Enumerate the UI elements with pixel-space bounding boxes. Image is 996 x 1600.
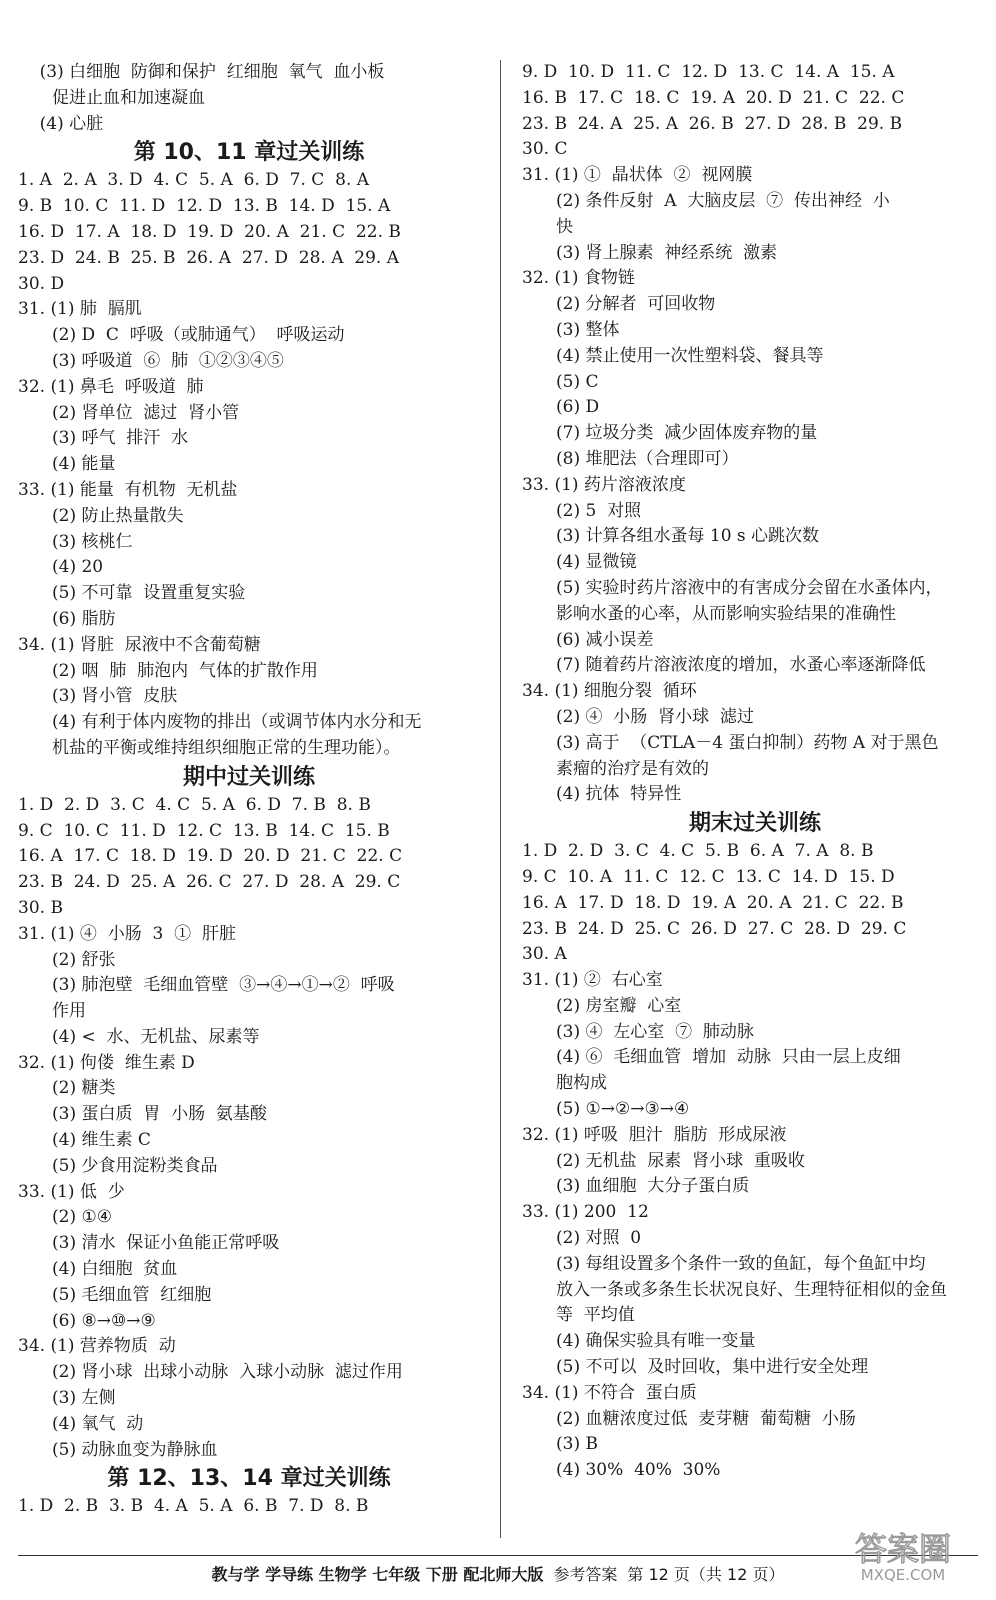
footer-section: 参考答案 xyxy=(553,1565,618,1584)
answer-subline: 作用 xyxy=(52,1001,86,1022)
answer-line: 31. (1) ① 晶状体 ② 视网膜 xyxy=(522,165,753,186)
answer-line: 23. D 24. B 25. B 26. A 27. D 28. A 29. A xyxy=(18,247,399,268)
answer-line: 16. D 17. A 18. D 19. D 20. A 21. C 22. B xyxy=(18,221,401,242)
answer-subline: (3) 高于 （CTLA－4 蛋白抑制）药物 A 对于黑色 xyxy=(556,732,939,753)
answer-subline: (3) 左侧 xyxy=(52,1388,116,1409)
answer-subline: (3) 肾上腺素 神经系统 激素 xyxy=(556,242,778,263)
answer-line: 16. A 17. C 18. D 19. D 20. D 21. C 22. C xyxy=(18,846,403,867)
answer-line: 23. B 24. D 25. A 26. C 27. D 28. A 29. C xyxy=(18,872,401,893)
answer-subline: (2) 5 对照 xyxy=(556,500,642,521)
answer-subline: (2) ①④ xyxy=(52,1207,112,1228)
answer-subline: (3) B xyxy=(556,1434,598,1455)
answer-line: 33. (1) 能量 有机物 无机盐 xyxy=(18,479,238,500)
answer-subline: (3) 呼吸道 ⑥ 肺 ①②③④⑤ xyxy=(52,350,284,371)
answer-subline: (4) 有利于体内废物的排出（或调节体内水分和无 xyxy=(52,712,422,733)
answer-subline: 机盐的平衡或维持组织细胞正常的生理功能）。 xyxy=(52,737,401,758)
answer-subline: (6) 减小误差 xyxy=(556,629,654,650)
answer-line: 33. (1) 药片溶液浓度 xyxy=(522,474,686,495)
answer-subline: (4) 确保实验具有唯一变量 xyxy=(556,1331,756,1352)
answer-subline: (4) 20 xyxy=(52,557,104,578)
answer-line: 31. (1) ④ 小肠 3 ① 肝脏 xyxy=(18,923,236,944)
answer-subline: (4) 氧气 动 xyxy=(52,1413,144,1434)
answer-line: 34. (1) 肾脏 尿液中不含葡萄糖 xyxy=(18,634,261,655)
answer-subline: (2) 肾单位 滤过 肾小管 xyxy=(52,402,240,423)
answer-subline: 胞构成 xyxy=(556,1073,607,1094)
answer-subline: (4) 禁止使用一次性塑料袋、餐具等 xyxy=(556,345,824,366)
answer-subline: (4) 30% 40% 30% xyxy=(556,1460,721,1481)
answer-subline: (4) < 水、无机盐、尿素等 xyxy=(52,1026,260,1047)
answer-subline: (5) 毛细血管 红细胞 xyxy=(52,1284,212,1305)
answer-subline: (2) 无机盐 尿素 肾小球 重吸收 xyxy=(556,1150,805,1171)
section-heading: 第 10、11 章过关训练 xyxy=(133,140,365,166)
answer-line: 1. A 2. A 3. D 4. C 5. A 6. D 7. C 8. A xyxy=(18,170,370,191)
column-divider xyxy=(500,60,501,1538)
answer-subline: (2) ④ 小肠 肾小球 滤过 xyxy=(556,706,754,727)
answer-subline: (4) 显微镜 xyxy=(556,552,637,573)
answer-subline: (4) 维生素 C xyxy=(52,1130,151,1151)
answer-line: 32. (1) 食物链 xyxy=(522,268,635,289)
answer-subline: (2) 防止热量散失 xyxy=(52,505,184,526)
answer-line: 31. (1) 肺 膈肌 xyxy=(18,299,142,320)
answer-line: 32. (1) 鼻毛 呼吸道 肺 xyxy=(18,376,204,397)
answer-subline: (2) 糖类 xyxy=(52,1078,116,1099)
answer-subline: 促进止血和加速凝血 xyxy=(52,87,205,108)
answer-subline: (3) 蛋白质 胃 小肠 氨基酸 xyxy=(52,1104,267,1125)
answer-subline: (5) 动脉血变为静脉血 xyxy=(52,1439,218,1460)
answer-line: 16. A 17. D 18. D 19. A 20. A 21. C 22. B xyxy=(522,892,904,913)
watermark-logo xyxy=(828,1524,978,1586)
left-column xyxy=(18,60,480,1520)
answer-subline: (4) 白细胞 贫血 xyxy=(52,1259,178,1280)
answer-subline: (2) 对照 0 xyxy=(556,1228,642,1249)
answer-line: 30. A xyxy=(522,944,567,965)
watermark-text: 答案圈 xyxy=(854,1530,952,1568)
answer-subline: (3) 整体 xyxy=(556,319,620,340)
answer-line: 9. C 10. C 11. D 12. C 13. B 14. C 15. B xyxy=(18,820,390,841)
section-heading: 期末过关训练 xyxy=(688,811,821,837)
answer-line: (4) 心脏 xyxy=(18,113,104,134)
answer-subline: (4) ⑥ 毛细血管 增加 动脉 只由一层上皮细 xyxy=(556,1047,901,1068)
answer-line: 1. D 2. B 3. B 4. A 5. A 6. B 7. D 8. B xyxy=(18,1496,369,1517)
answer-subline: (3) 呼气 排汗 水 xyxy=(52,428,189,449)
right-column xyxy=(522,60,988,1484)
answer-line: 30. D xyxy=(18,273,65,294)
answer-subline: (6) D xyxy=(556,397,600,418)
answer-line: 33. (1) 200 12 xyxy=(522,1202,649,1223)
answer-line: 9. B 10. C 11. D 12. D 13. B 14. D 15. A xyxy=(18,196,391,217)
answer-line: 1. D 2. D 3. C 4. C 5. B 6. A 7. A 8. B xyxy=(522,841,874,862)
answer-line: 33. (1) 低 少 xyxy=(18,1181,125,1202)
answer-subline: (7) 垃圾分类 减少固体废弃物的量 xyxy=(556,423,818,444)
answer-line: 34. (1) 营养物质 动 xyxy=(18,1336,176,1357)
answer-subline: (3) 清水 保证小鱼能正常呼吸 xyxy=(52,1233,280,1254)
answer-subline: (2) 肾小球 出球小动脉 入球小动脉 滤过作用 xyxy=(52,1362,403,1383)
answer-line: (3) 白细胞 防御和保护 红细胞 氧气 血小板 xyxy=(18,62,385,82)
answer-line: 23. B 24. A 25. A 26. B 27. D 28. B 29. B xyxy=(522,113,903,134)
answer-subline: (5) C xyxy=(556,371,599,392)
answer-subline: (5) 实验时药片溶液中的有害成分会留在水蚤体内， xyxy=(556,577,943,598)
answer-subline: (3) 肾小管 皮肤 xyxy=(52,686,178,707)
answer-subline: (2) 咽 肺 肺泡内 气体的扩散作用 xyxy=(52,660,318,681)
answer-subline: (8) 堆肥法（合理即可） xyxy=(556,448,739,469)
answer-subline: (4) 能量 xyxy=(52,454,116,475)
answer-subline: (3) 血细胞 大分子蛋白质 xyxy=(556,1176,750,1197)
answer-subline: 快 xyxy=(556,216,573,237)
answer-subline: (4) 抗体 特异性 xyxy=(556,784,682,805)
answer-subline: 影响水蚤的心率，从而影响实验结果的准确性 xyxy=(556,603,896,624)
answer-subline: (2) 条件反射 A 大脑皮层 ⑦ 传出神经 小 xyxy=(556,190,890,211)
answer-subline: (5) 不可靠 设置重复实验 xyxy=(52,583,246,604)
answer-subline: (5) ①→②→③→④ xyxy=(556,1099,690,1120)
answer-subline: (2) D C 呼吸（或肺通气） 呼吸运动 xyxy=(52,325,345,346)
answer-subline: (3) 核桃仁 xyxy=(52,531,133,552)
answer-subline: (3) ④ 左心室 ⑦ 肺动脉 xyxy=(556,1021,754,1042)
answer-subline: (6) 脂肪 xyxy=(52,608,116,629)
answer-line: 31. (1) ② 右心室 xyxy=(522,970,663,991)
answer-line: 32. (1) 佝偻 维生素 D xyxy=(18,1052,195,1073)
answer-subline: (3) 肺泡壁 毛细血管壁 ③→④→①→② 呼吸 xyxy=(52,975,395,996)
answer-line: 23. B 24. D 25. C 26. D 27. C 28. D 29. C xyxy=(522,918,907,939)
answer-line: 34. (1) 不符合 蛋白质 xyxy=(522,1382,697,1403)
answer-line: 9. C 10. A 11. C 12. C 13. C 14. D 15. D xyxy=(522,866,895,887)
answer-subline: (5) 少食用淀粉类食品 xyxy=(52,1155,218,1176)
watermark-url: MXQE.COM xyxy=(860,1566,946,1584)
footer-page-number: 第 12 页（共 12 页） xyxy=(627,1565,785,1584)
answer-subline: 放入一条或多条生长状况良好、生理特征相似的金鱼 xyxy=(556,1279,947,1300)
answer-subline: (5) 不可以 及时回收，集中进行安全处理 xyxy=(556,1357,869,1378)
answer-subline: (3) 每组设置多个条件一致的鱼缸，每个鱼缸中均 xyxy=(556,1253,926,1274)
answer-subline: (3) 计算各组水蚤每 10 s 心跳次数 xyxy=(556,526,820,547)
answer-subline: (6) ⑧→⑩→⑨ xyxy=(52,1310,156,1331)
answer-subline: 等 平均值 xyxy=(556,1305,635,1326)
answer-line: 9. D 10. D 11. C 12. D 13. C 14. A 15. A xyxy=(522,62,895,82)
answer-subline: 素瘤的治疗是有效的 xyxy=(556,758,709,779)
answer-subline: (2) 分解者 可回收物 xyxy=(556,294,716,315)
answer-subline: (2) 房室瓣 心室 xyxy=(556,995,682,1016)
answer-subline: (2) 舒张 xyxy=(52,949,116,970)
answer-line: 34. (1) 细胞分裂 循环 xyxy=(522,681,697,702)
answer-line: 30. B xyxy=(18,897,63,918)
answer-line: 30. C xyxy=(522,139,568,160)
footer-book-title: 教与学 学导练 生物学 七年级 下册 配北师大版 xyxy=(211,1565,544,1584)
answer-line: 16. B 17. C 18. C 19. A 20. D 21. C 22. C xyxy=(522,87,905,108)
answer-line: 32. (1) 呼吸 胆汁 脂肪 形成尿液 xyxy=(522,1124,787,1145)
section-heading: 期中过关训练 xyxy=(182,764,315,790)
answer-line: 1. D 2. D 3. C 4. C 5. A 6. D 7. B 8. B xyxy=(18,794,371,815)
answer-subline: (2) 血糖浓度过低 麦芽糖 葡萄糖 小肠 xyxy=(556,1408,856,1429)
section-heading: 第 12、13、14 章过关训练 xyxy=(107,1466,391,1492)
answer-subline: (7) 随着药片溶液浓度的增加，水蚤心率逐渐降低 xyxy=(556,655,926,676)
